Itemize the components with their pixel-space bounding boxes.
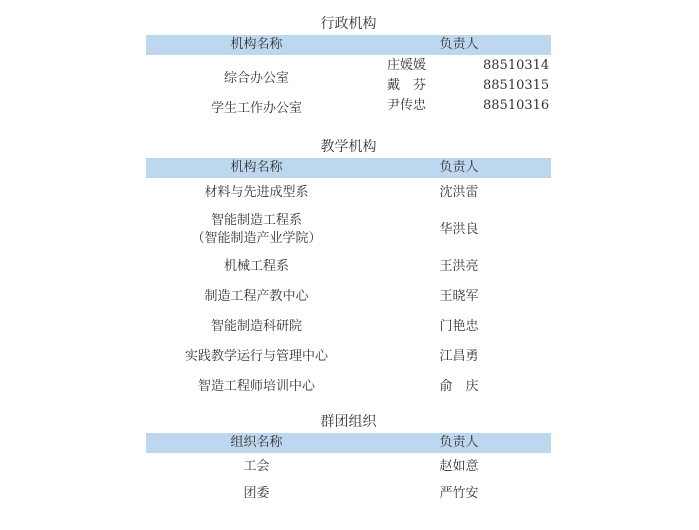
admin-section-title: 行政机构 bbox=[320, 16, 377, 32]
teaching-row-leader: 江昌勇 bbox=[439, 349, 479, 364]
admin-row-name: 综合办公室 bbox=[223, 70, 289, 86]
teaching-row-name-sub: （智能制造产业学院） bbox=[191, 231, 322, 246]
admin-person bbox=[367, 56, 551, 76]
admin-row-student-affairs bbox=[146, 96, 551, 116]
teaching-row bbox=[146, 372, 551, 402]
person-name: 戴 芬 bbox=[387, 78, 427, 93]
groups-col-name-header: 组织名称 bbox=[230, 435, 283, 450]
admin-row-name: 学生工作办公室 bbox=[210, 100, 302, 116]
person-phone: 88510314 bbox=[483, 58, 550, 73]
teaching-row-name: 智能制造工程系 bbox=[210, 213, 302, 228]
teaching-row-name: 智造工程师培训中心 bbox=[197, 379, 315, 394]
groups-col-leader-header: 负责人 bbox=[439, 435, 479, 450]
teaching-row-leader: 王晓军 bbox=[439, 289, 479, 304]
groups-row-name: 团委 bbox=[243, 485, 270, 501]
person-name: 尹传忠 bbox=[387, 98, 427, 113]
person-name: 庄媛媛 bbox=[387, 58, 427, 73]
groups-row-name: 工会 bbox=[243, 458, 270, 474]
teaching-row-name: 机械工程系 bbox=[223, 259, 289, 274]
groups-row-leader: 赵如意 bbox=[439, 458, 479, 474]
teaching-col-name-header: 机构名称 bbox=[230, 160, 283, 175]
teaching-row bbox=[146, 312, 551, 342]
teaching-col-leader-header: 负责人 bbox=[439, 160, 479, 175]
admin-col-leader-header: 负责人 bbox=[439, 37, 479, 52]
admin-section bbox=[146, 15, 551, 116]
groups-table-header bbox=[146, 433, 551, 453]
teaching-row-leader: 华洪良 bbox=[439, 222, 479, 237]
groups-section bbox=[146, 413, 551, 507]
groups-row bbox=[146, 480, 551, 507]
teaching-table-header bbox=[146, 158, 551, 178]
admin-col-name-header: 机构名称 bbox=[230, 37, 283, 52]
teaching-row-leader: 王洪亮 bbox=[439, 259, 479, 274]
teaching-row-name: 材料与先进成型系 bbox=[204, 185, 309, 200]
teaching-row bbox=[146, 178, 551, 208]
teaching-row-name: 实践教学运行与管理中心 bbox=[184, 349, 328, 364]
teaching-row-leader: 门艳忠 bbox=[439, 319, 479, 334]
teaching-row bbox=[146, 342, 551, 372]
person-phone: 88510315 bbox=[483, 78, 550, 93]
groups-row-leader: 严竹安 bbox=[439, 485, 479, 501]
teaching-row-leader: 沈洪雷 bbox=[439, 185, 479, 200]
groups-section-title: 群团组织 bbox=[320, 414, 377, 430]
teaching-row-name: 制造工程产教中心 bbox=[204, 289, 309, 304]
groups-row bbox=[146, 453, 551, 480]
admin-row-office bbox=[146, 56, 551, 96]
admin-person bbox=[367, 76, 551, 96]
teaching-row bbox=[146, 282, 551, 312]
teaching-row-name: 智能制造科研院 bbox=[210, 319, 302, 334]
admin-person bbox=[367, 96, 551, 116]
teaching-section bbox=[146, 138, 551, 402]
teaching-row bbox=[146, 208, 551, 252]
admin-table-header bbox=[146, 35, 551, 55]
teaching-row-leader: 俞 庆 bbox=[439, 379, 479, 394]
teaching-section-title: 教学机构 bbox=[320, 139, 377, 155]
teaching-row bbox=[146, 252, 551, 282]
person-phone: 88510316 bbox=[483, 98, 550, 113]
teaching-row-name-block bbox=[146, 212, 367, 248]
